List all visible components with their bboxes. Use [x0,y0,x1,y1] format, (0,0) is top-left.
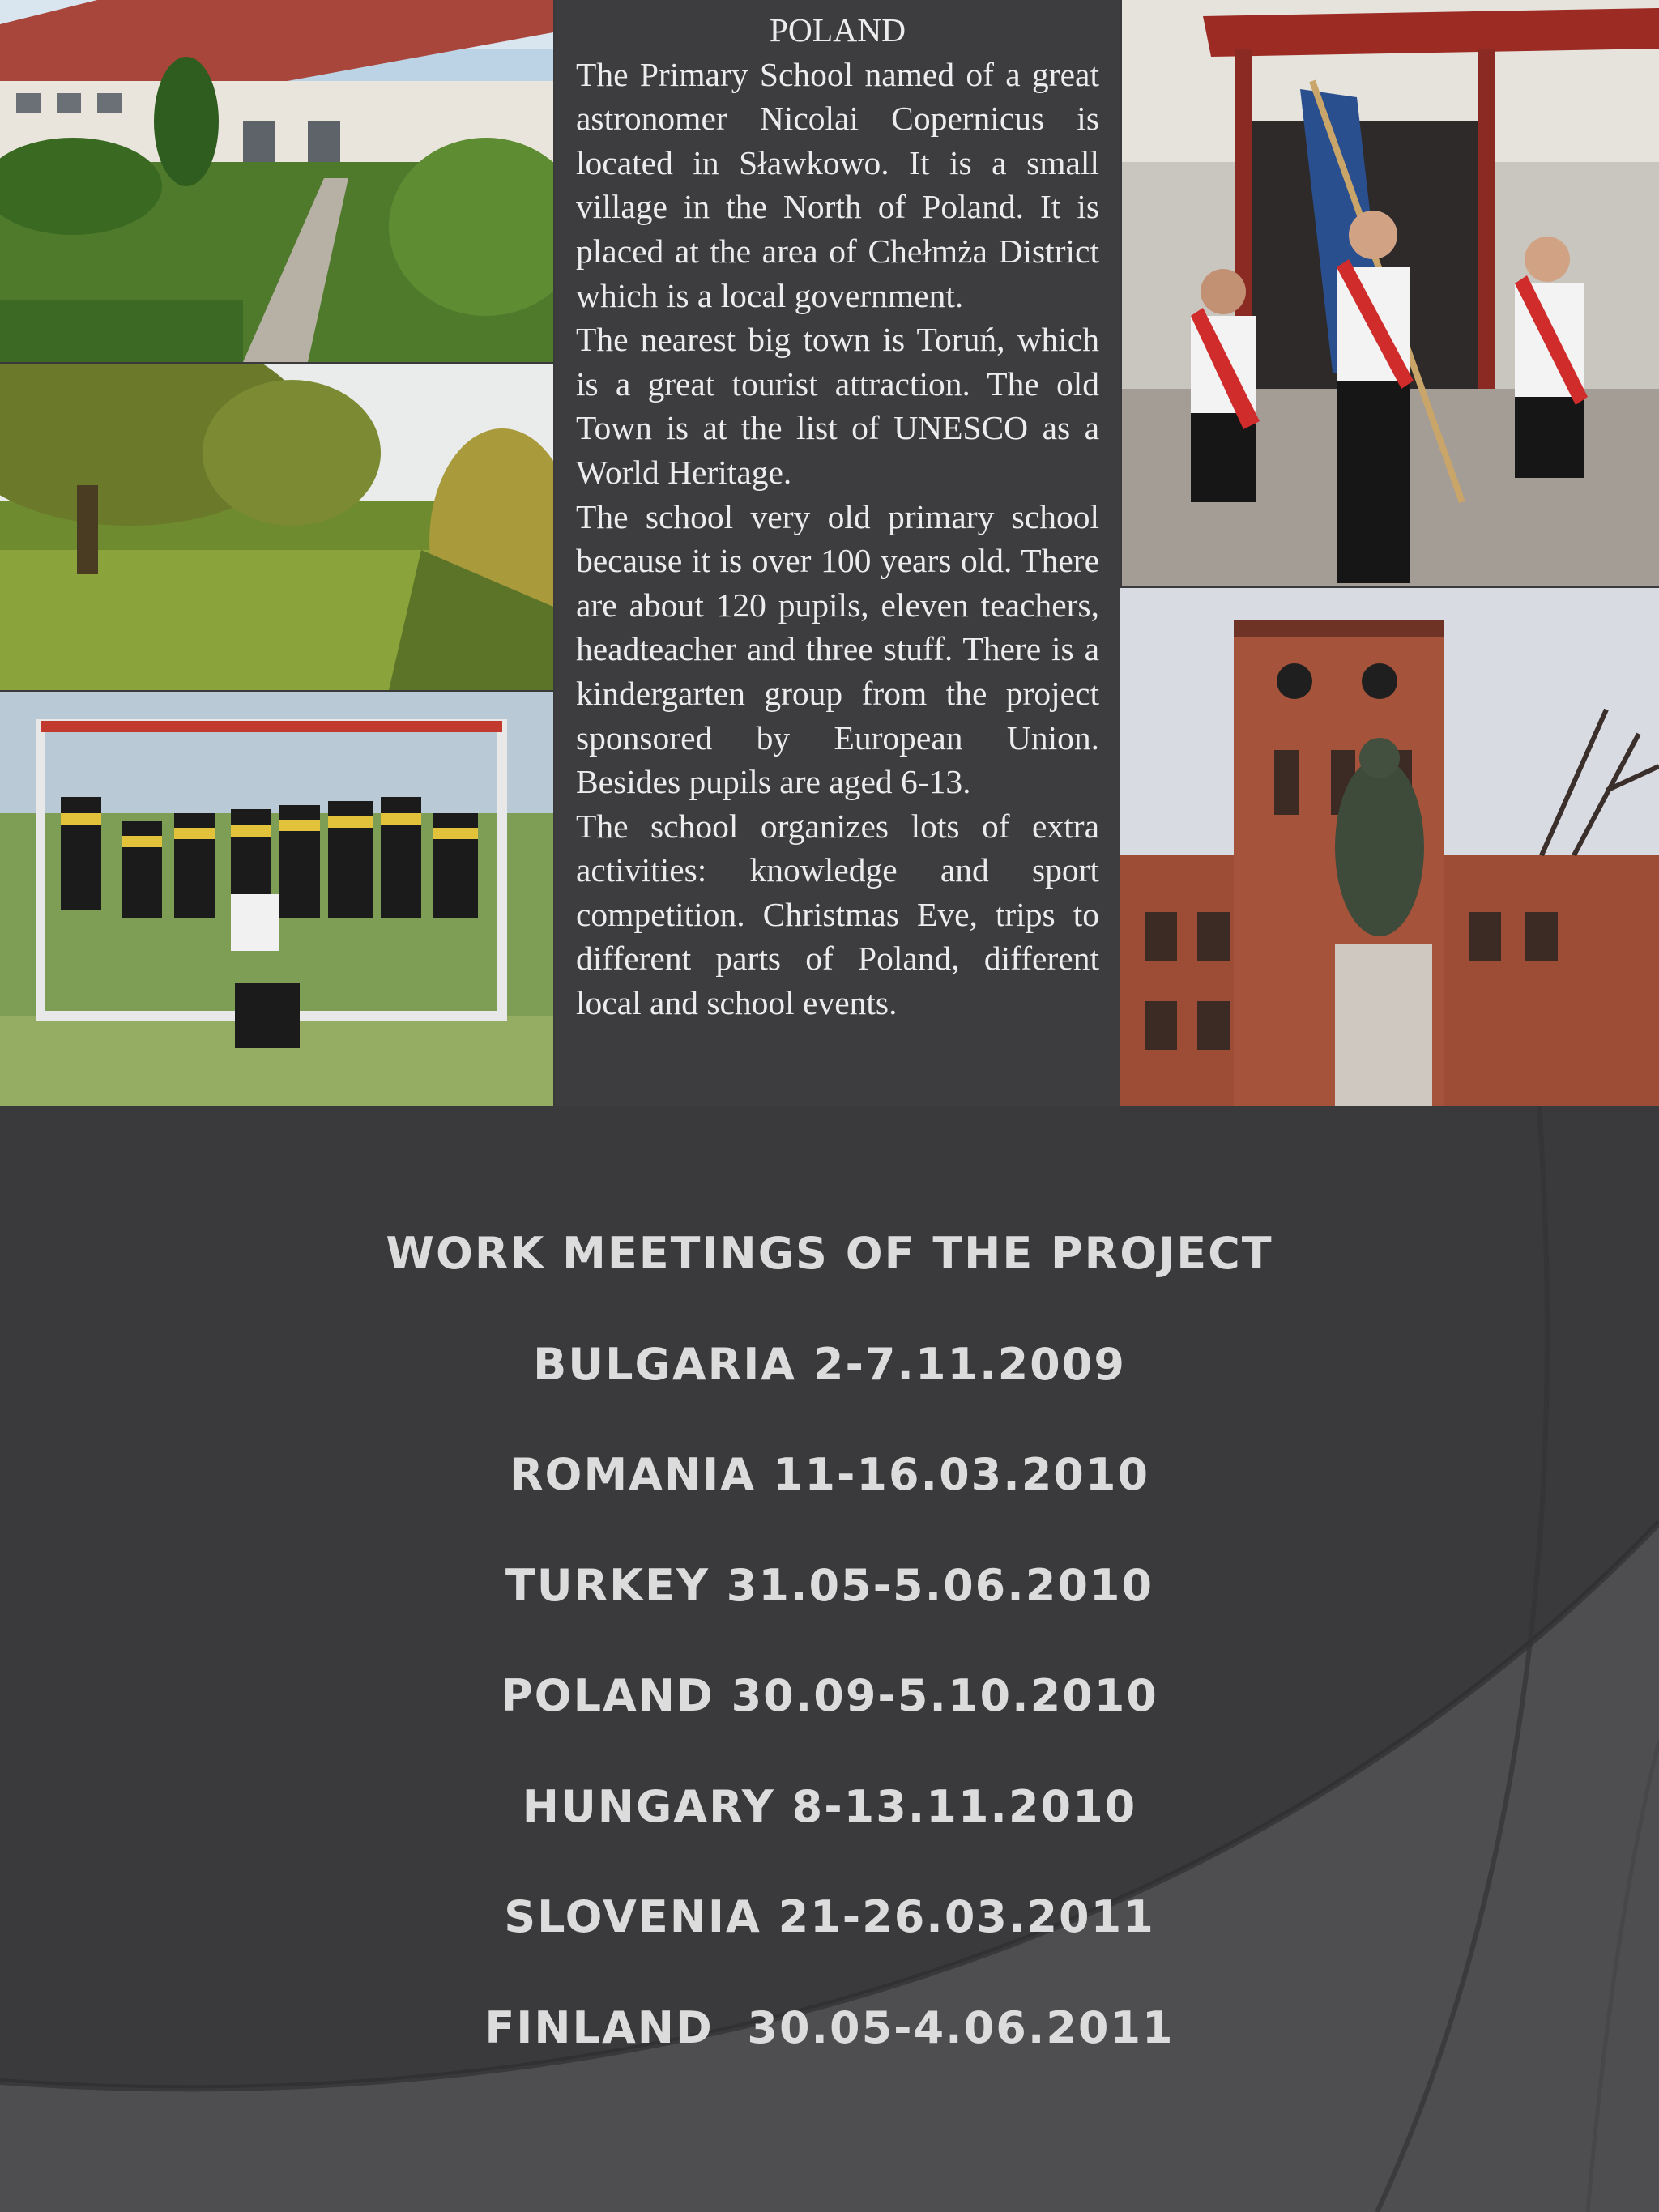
meeting-item: TURKEY 31.05-5.06.2010 [505,1559,1154,1611]
paragraph-school-facts: The school very old primary school because it is over 100 years old. There are about 120 pupils, eleven teachers, headteacher and three stuff. There is a kindergarten group from the project sponsored by European Union. Besides pupils are aged 6-13. [576,497,1099,801]
meetings-title: WORK MEETINGS OF THE PROJECT [386,1228,1273,1279]
photo-orchard [0,364,553,690]
photo-ceremony [1122,0,1659,586]
meeting-item: POLAND 30.09-5.10.2010 [501,1670,1158,1721]
paragraph-location: The Primary School named of a great astronomer Nicolai Copernicus is located in Sławkowo. It is a small village in the North of Poland. It is placed at the area of Chełmża District which is a local government. [576,55,1099,314]
paragraph-torun: The nearest big town is Toruń, which is a great tourist attraction. The old Town is at the list of UNESCO as a World Heritage. [576,321,1099,491]
school-description [555,0,1120,1106]
meetings-list [0,1215,1659,2099]
meeting-item: ROMANIA 11-16.03.2010 [509,1449,1150,1500]
meeting-item: BULGARIA 2-7.11.2009 [533,1338,1126,1390]
meeting-item: FINLAND 30.05-4.06.2011 [484,2001,1175,2053]
photo-football-team [0,692,553,1106]
country-heading: POLAND [769,11,906,49]
photo-town-hall [1120,588,1659,1106]
photo-school-building [0,0,553,362]
paragraph-activities: The school organizes lots of extra activities: knowledge and sport competition. Christmas Eve, trips to different parts of Poland, different local and school events. [576,807,1099,1022]
meeting-item: HUNGARY 8-13.11.2010 [522,1780,1137,1832]
meeting-item: SLOVENIA 21-26.03.2011 [504,1891,1155,1942]
